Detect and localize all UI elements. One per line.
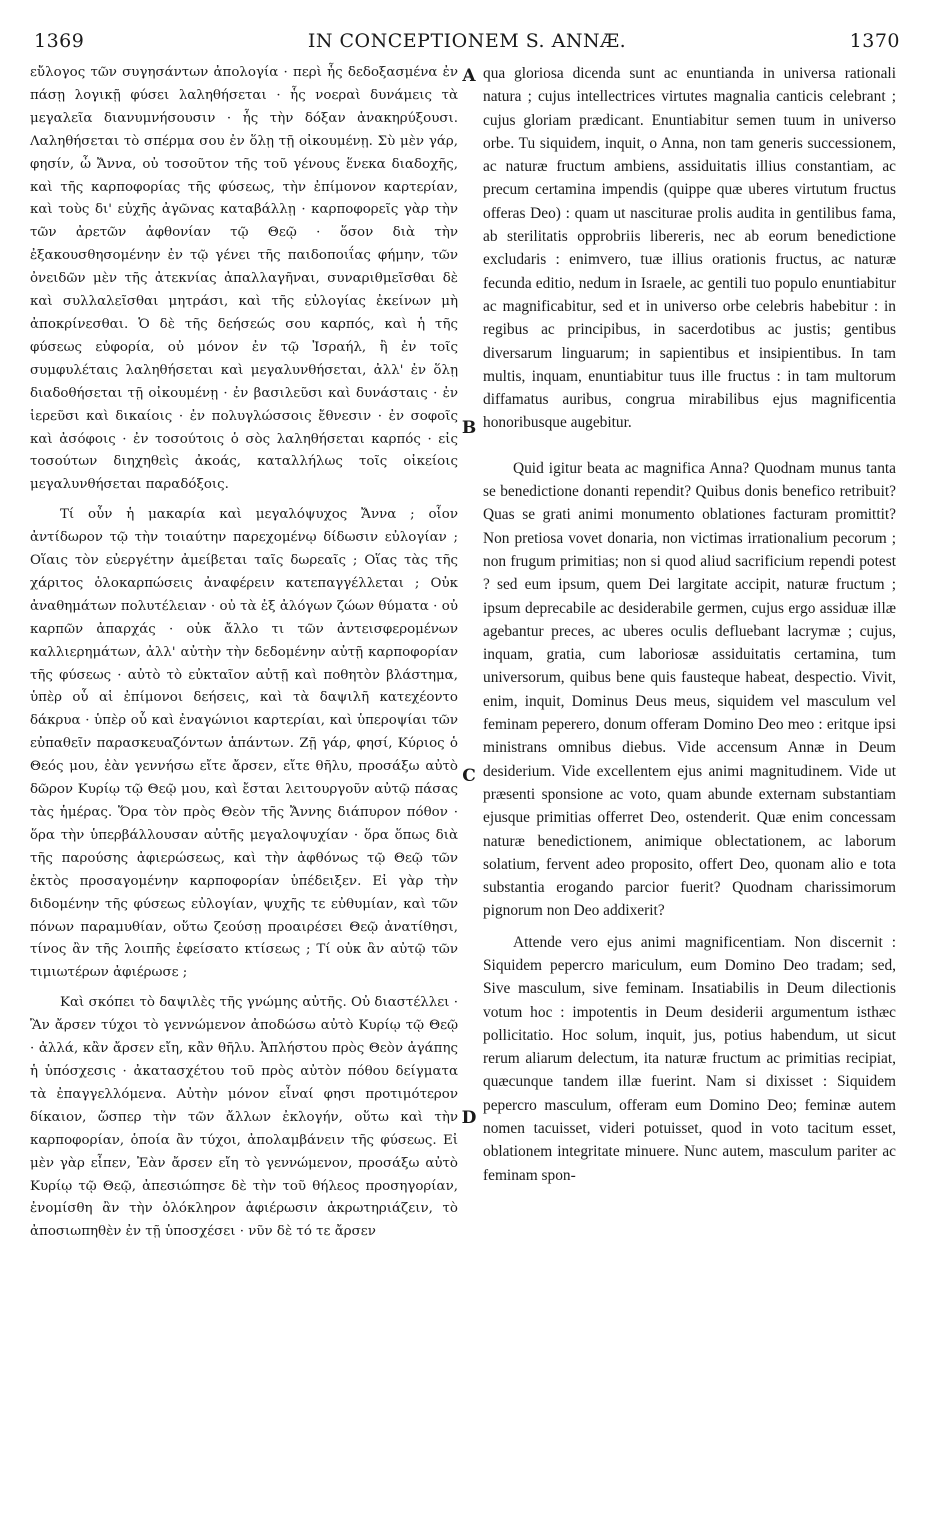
latin-paragraph-2: Quid igitur beata ac magnifica Anna? Quodnam munus tanta se benedictione donanti rependit? Quibus donis benefico retribuit? Quas se grati animi monumento oblationes facturam promittit? Non pretiosa vovet donaria, non victimas irrationalium pecorum ; non frugum primitias; non si quod aliud sacrificium rependi potest ? sed eum ipsum, quem Dei largitate accipit, naturæ fructum ; ipsum deprecabile ac desiderabile germen, cujus ergo assiduæ illæ agebantur preces, ac uberes oculis defluebant lacrymæ ; cujus, inquam, gratia, cum laboriosæ assiduitatis certamina, tum universorum, quibus bene quis fausteque habeat, despectio. Vivit, enim, inquit, Dominus Deus meus, siquidem vel masculum vel feminam peperero, donum offeram Domino Deo meo : eritque ipsi ministrans omnibus diebus. Vide accensum Annæ in Deum desiderium. Vide excellentem ejus animi magnitudinem. Vide ut præsenti sponsione ac voto, quam abunde externam substantiam ejusque primitias offerret Deo, ostenderit. Quæ enim concessam naturæ benedictionem, animique oblectationem, ac laborum solatium, fervent adeo proposito, offert Deo, quonam alio e tota substantia erogando parcior fuerit? Quodnam charissimorum pignorum non Deo addixerit? (483, 459, 896, 920)
section-marker-b: B (461, 418, 477, 438)
section-marker-d: D (461, 1108, 477, 1128)
greek-paragraph-1: εὔλογος τῶν συγησάντων ἀπολογία · περὶ ἧς δεδοξασμένα ἐν πάσῃ λογικῇ φύσει λαληθήσεται · ἧς νοεραὶ δυνάμεις τὰ μεγαλεῖα διανυμνήσουσιν · ἧς τὴν δόξαν ἀνακηρύξουσι. Λαληθήσεται τὸ σπέρμα σου ἐν ὅλῃ τῇ οἰκουμένῃ. Σὺ μὲν γάρ, φησίν, ὦ Ἄννα, οὐ τοσοῦτον τῆς τοῦ γένους ἕνεκα διαδοχῆς, καὶ τῆς καρποφορίας τῆς φύσεως, τὴν ἐπίμονον καρτερίαν, καὶ τοὺς δι' εὐχῆς ἀγῶνας καταβάλλῃ · καρποφορεῖς γὰρ τὴν τῶν ἀρετῶν ἀφθονίαν τῷ Θεῷ · ὅσον διὰ τὴν ἐξακουσθησομένην ἐν τῷ γένει τῆς παιδοποιΐας φήμην, τῶν ὀνειδῶν μὲν τῆς ἀτεκνίας ἀπαλλαγῆναι, συναριθμεῖσθαι δὲ καὶ συλλαλεῖσθαι μητράσι, καὶ τῆς εὐλογίας ἐκείνων μὴ ἀποκρίνεσθαι. Ὁ δὲ τῆς δεήσεώς σου καρπός, καὶ ἡ τῆς φύσεως εὐφορία, οὐ μόνον ἐν τῷ Ἰσραήλ, ἢ ἐν τοῖς συμφυλέταις λαληθήσεται καὶ μεγαλυνθήσεται, ἀλλ' ἐν ὅλῃ διαδοθήσεται τῇ οἰκουμένῃ · ἐν βασιλεῦσι καὶ δυνάσταις · ἐν ἱερεῦσι καὶ δικαίοις · ἐν πολυγλώσσοις ἔθνεσιν · ἐν σοφοῖς καὶ ἀσόφοις · ἐν τοσούτοις ὁ σὸς λαληθήσεται καρπός · εἰς τοσούτων διηχηθεὶς ἀκοάς, καταλλήλως τοῖς οἰκείοις μεγαλυνθήσεται παραδόξοις. (30, 65, 458, 493)
greek-paragraph-3: Καὶ σκόπει τὸ δαψιλὲς τῆς γνώμης αὐτῆς. Οὐ διαστέλλει · Ἂν ἄρσεν τύχοι τὸ γεννώμενον ἀποδώσω αὐτὸ Κυρίῳ τῷ Θεῷ · ἀλλά, κἂν ἄρσεν εἴη, κἂν θῆλυ. Ἀπλήστου πρὸς Θεὸν ἀγάπης ἡ ὑπόσχεσις · ἀκατασχέτου τοῦ πρὸς αὐτὸν πόθου δείγματα τὰ ἐπαγγελλόμενα. Αὐτὴν μόνον εἶναί φησι προτιμότερον δίκαιον, ὥσπερ τὴν τῶν ἄλλων ἐκλογήν, οὕτω καὶ τὴν καρποφορίαν, ὁποία ἂν τύχοι, ἀπολαμβάνειν τῆς φύσεως. Εἰ μὲν γὰρ εἶπεν, Ἐὰν ἄρσεν εἴη τὸ γεννώμενον, προσάξω αὐτὸ Κυρίῳ τῷ Θεῷ, ἀπεσιώπησε δὲ τὴν τοῦ θήλεος προσηγορίαν, ἐνομίσθη ἂν τὴν ὁλόκληρον ἀφιέρωσιν ἀκρωτηριάζειν, τὸ ἀποσιωπηθὲν ἐν τῇ ὑποσχέσει · νῦν δὲ τό τε ἄρσεν (30, 995, 458, 1240)
latin-column (483, 62, 896, 1187)
page-header (34, 30, 900, 58)
latin-paragraph-1: qua gloriosa dicenda sunt ac enuntianda in universa rationali natura ; cujus intellectrices virtutes magnalia canticis celebrant ; cujus gloriam prædicant. Enuntiabitur semen tuum in universo orbe. Tu siquidem, inquit, o Anna, non tam generis successionem, ac naturæ fructum ambiens, assiduitatis illius constantiam, ac precum certamina impendis (quippe quæ uberes virtutum fructus offeras Deo) : quam ut nasciturae prolis audita in gentilibus fama, ab sterilitatis opprobriis libereris, nec ab eorum benedictione excludaris : enimvero, tuæ illius orationis fructus, ac naturæ fecunda editio, nedum in Israele, ac gentili tuo populo enuntiabitur ac magnificabitur, sed et in universo orbe celebris habebitur : in regibus ac principibus, in sacerdotibus ac justis; gentibus diversarum linguarum; in sapientibus et insipientibus. In tam multis, inquam, enuntiabitur tuus ille fructus : in tam multorum diffamatus auribus, congrua mirabilibus ejus magnificentia honoribusque augebitur. (483, 65, 896, 432)
section-marker-a: A (462, 66, 476, 86)
greek-paragraph-2: Τί οὖν ἡ μακαρία καὶ μεγαλόψυχος Ἄννα ; οἷον ἀντίδωρον τῷ τὴν τοιαύτην παρεχομένῳ δίδωσιν εὐλογίαν ; Οἵαις τὸν εὐεργέτην ἀμείβεται ταῖς δωρεαῖς ; Οἵας τὰς τῆς χάριτος ὁλοκαρπώσεις ἀναφέρειν κατεπαγγέλλεται ; Οὐκ ἀναθημάτων πολυτέλειαν · οὐ τὰ ἐξ ἀλόγων ζώων θύματα · οὐ καρπῶν ἀπαρχάς · οὐκ ἄλλο τι τῶν ἀντεισφερομένων καλλιερημάτων, ἀλλ' αὐτὴν τὴν δεδομένην αὐτῇ καρποφορίαν τῆς φύσεως · αὐτὸ τὸ εὐκταῖον αὐτῇ καὶ ποθητὸν βλάστημα, ὑπὲρ οὗ αἱ ἐπίμονοι δεήσεις, καὶ τὰ δαψιλῆ κατεχέοντο δάκρυα · ὑπὲρ οὗ καὶ ἐναγώνιοι καρτερίαι, καὶ ὑπεροψίαι τῶν εὐπαθεῖν παρασκευαζόντων ἁπάντων. Ζῇ γάρ, φησί, Κύριος ὁ Θεός μου, ἐὰν γεννήσω εἴτε ἄρσεν, εἴτε θῆλυ, προσάξω αὐτὸ δῶρον Κυρίῳ τῷ Θεῷ μου, καὶ ἔσται λειτουργοῦν αὐτῷ πάσας τὰς ἡμέρας. Ὅρα τὸν πρὸς Θεὸν τῆς Ἄννης διάπυρον πόθον · ὅρα τὴν ὑπερβάλλουσαν αὐτῆς μεγαλοψυχίαν · ὅρα ὅπως διὰ τῆς παρούσης ἀφιερώσεως, καὶ τὴν ἀφθόνως τῷ Θεῷ τῶν ἐκτὸς προσαγομένην καρποφορίαν ὑπέδειξεν. Εἰ γὰρ τὴν διδομένην τῆς φύσεως εὐλογίαν, ψυχῆς τε εὐθυμίαν, καὶ τῶν πόνων παραμυθίαν, οὕτω ζεούσῃ προαιρέσει Θεῷ ἀνατίθησι, τίνος ἂν τῆς λοιπῆς ἐφείσατο κτίσεως ; Τί οὐκ ἂν αὐτῷ τῶν τιμιωτέρων ἀφιέρωσε ; (30, 507, 458, 981)
page-number-left: 1369 (34, 30, 85, 52)
latin-paragraph-3: Attende vero ejus animi magnificentiam. Non discernit : Siquidem pepercro mariculum, eum Domino Deo tradam; sed, Sive masculum, sive feminam. Insatiabilis in Deum dilectionis votum hoc : impotentis in Deum desiderii argumentum isthæc pollicitatio. Hoc solum, inquit, jus, potius habendum, ut sicut rerum aliarum delectum, ita naturæ fructum ac primitias recipiat, quæcunque tandem illæ fuerint. Nam si dixisset : Siquidem pepercro masculum, offeram eum Domino Deo; feminæ autem nomen tacuisset, videri potuisset, quod in voto tacitum esset, oblationem integritate minuere. Nunc autem, masculum pariter ac feminam spon- (483, 933, 896, 1184)
greek-column (30, 62, 458, 1244)
section-marker-c: C (462, 766, 476, 786)
running-title: IN CONCEPTIONEM S. ANNÆ. (307, 30, 627, 52)
page-number-right: 1370 (849, 30, 900, 52)
